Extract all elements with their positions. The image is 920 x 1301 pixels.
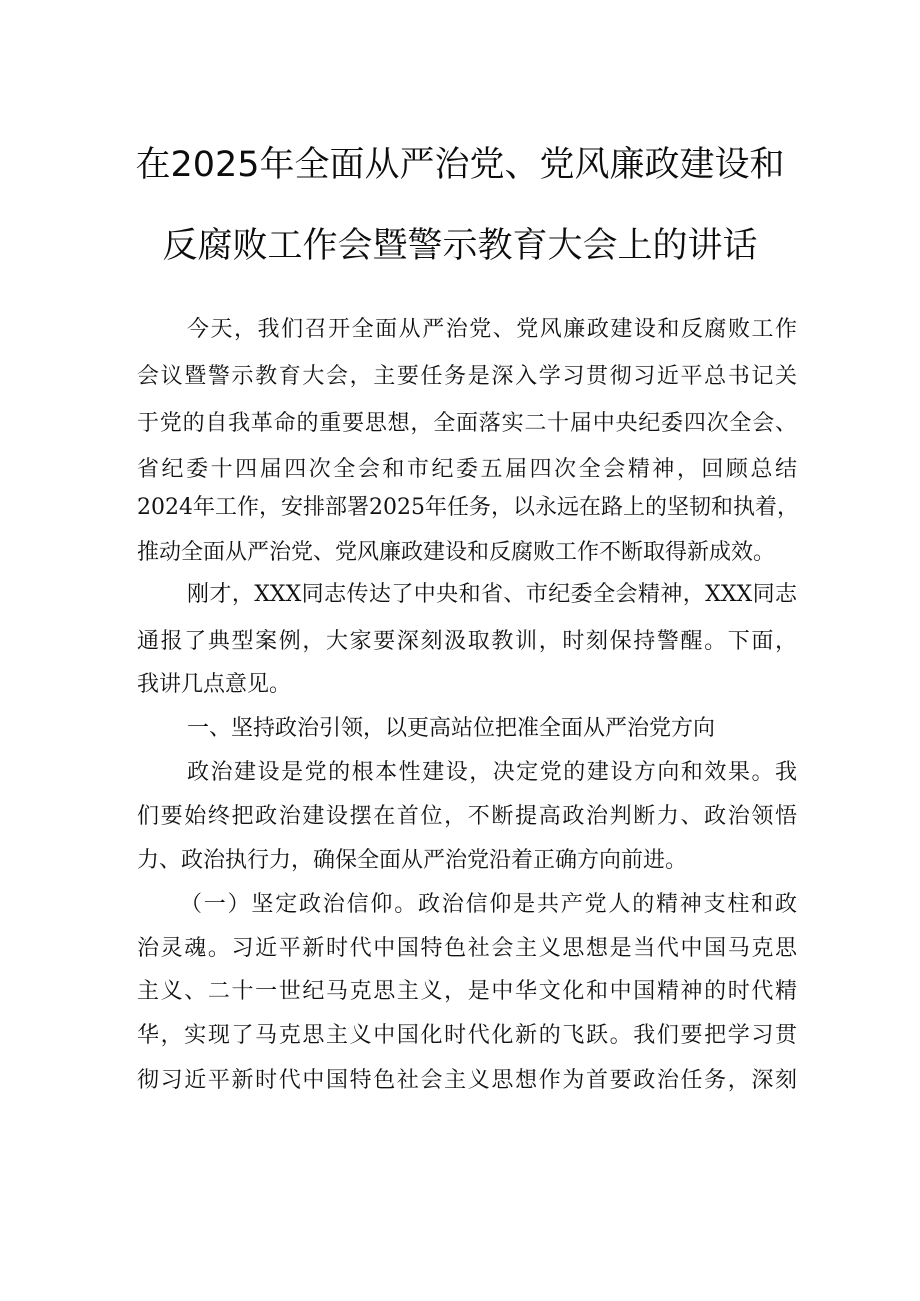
section-1-paragraph-1-line-2: 们要始终把政治建设摆在首位，不断提高政治判断力、政治领悟 xyxy=(137,804,797,829)
paragraph-2-line-3: 我讲几点意见。 xyxy=(137,672,292,697)
section-1-heading: 一、坚持政治引领，以更高站位把准全面从严治党方向 xyxy=(187,716,716,741)
section-1-paragraph-2-line-4: 华，实现了马克思主义中国化时代化新的飞跃。我们要把学习贯 xyxy=(137,1023,797,1048)
paragraph-2-line-2: 通报了典型案例，大家要深刻汲取教训，时刻保持警醒。下面， xyxy=(137,629,797,654)
paragraph-1-line-6: 推动全面从严治党、党风廉政建设和反腐败工作不断取得新成效。 xyxy=(137,540,776,565)
section-1-paragraph-2-line-5: 彻习近平新时代中国特色社会主义思想作为首要政治任务，深刻 xyxy=(137,1068,797,1093)
document-title-line-1: 在2025年全面从严治党、党风廉政建设和 xyxy=(135,145,785,185)
paragraph-2-line-1: 刚才，XXX同志传达了中央和省、市纪委全会精神，XXX同志 xyxy=(187,582,797,607)
paragraph-1-line-5: 2024年工作，安排部署2025年任务，以永远在路上的坚韧和执着， xyxy=(137,495,799,520)
section-1-paragraph-2-line-2: 治灵魂。习近平新时代中国特色社会主义思想是当代中国马克思 xyxy=(137,936,797,961)
section-1-paragraph-2-line-1: （一）坚定政治信仰。政治信仰是共产党人的精神支柱和政 xyxy=(180,892,797,917)
paragraph-1-line-1: 今天，我们召开全面从严治党、党风廉政建设和反腐败工作 xyxy=(187,317,797,342)
paragraph-1-line-4: 省纪委十四届四次全会和市纪委五届四次全会精神，回顾总结 xyxy=(137,457,797,482)
paragraph-1-line-3: 于党的自我革命的重要思想，全面落实二十届中央纪委四次全会、 xyxy=(137,411,797,436)
paragraph-1-line-2: 会议暨警示教育大会，主要任务是深入学习贯彻习近平总书记关 xyxy=(137,364,797,389)
section-1-paragraph-2-line-3: 主义、二十一世纪马克思主义，是中华文化和中国精神的时代精 xyxy=(137,979,797,1004)
section-1-paragraph-1-line-3: 力、政治执行力，确保全面从严治党沿着正确方向前进。 xyxy=(137,848,688,873)
document-title-line-2: 反腐败工作会暨警示教育大会上的讲话 xyxy=(162,226,758,266)
section-1-paragraph-1-line-1: 政治建设是党的根本性建设，决定党的建设方向和效果。我 xyxy=(187,760,797,785)
